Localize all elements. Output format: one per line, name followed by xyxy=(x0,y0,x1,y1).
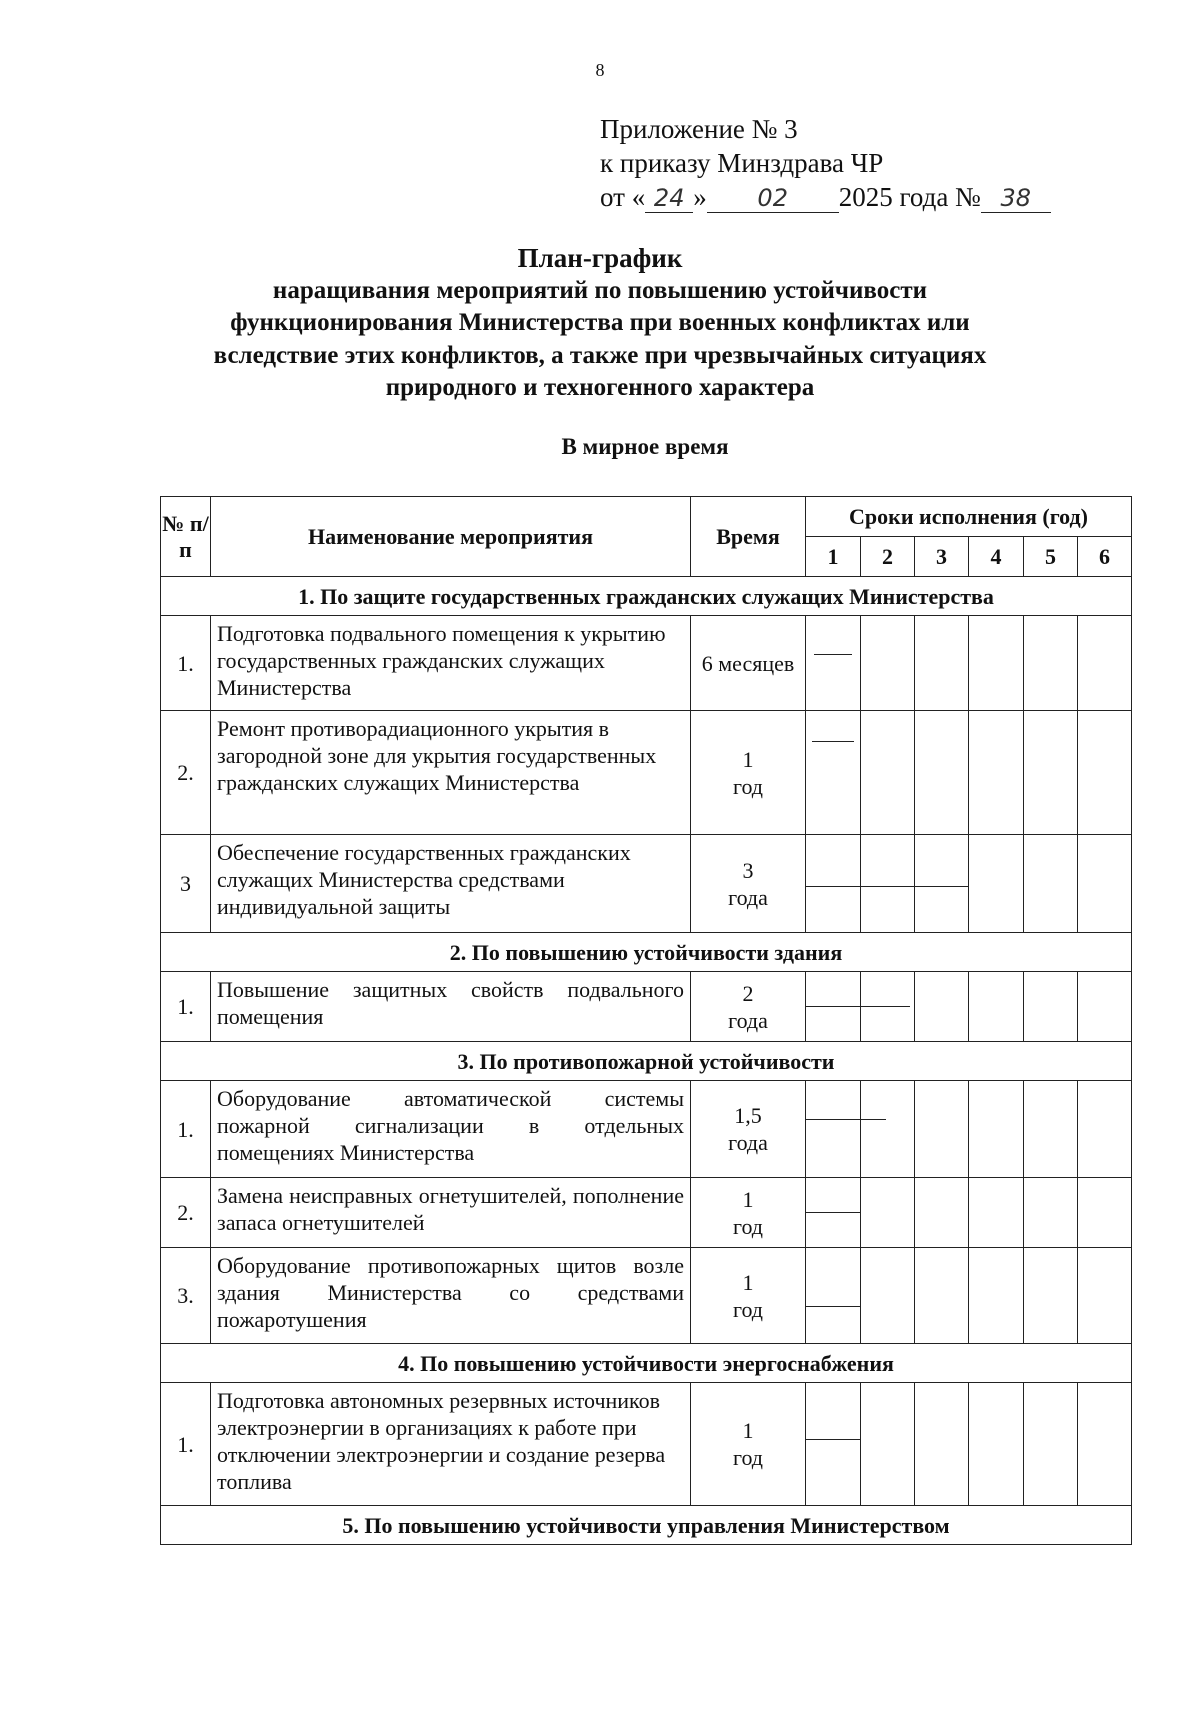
year-cell xyxy=(969,1383,1024,1506)
appendix-order: к приказу Минздрава ЧР xyxy=(600,148,884,178)
row-number: 2. xyxy=(161,711,211,835)
page-number: 8 xyxy=(595,60,605,80)
row-name: Замена неисправных огнетушителей, пополнение запаса огнетушителей xyxy=(211,1178,691,1248)
year-cell xyxy=(1024,1081,1078,1178)
row-time xyxy=(691,1248,806,1344)
year-cell xyxy=(969,616,1024,711)
year-text: 2025 года № xyxy=(838,182,981,212)
plan-table xyxy=(160,496,1132,1545)
header-time: Время xyxy=(691,497,806,577)
year-cell xyxy=(1024,1178,1078,1248)
row-time xyxy=(691,711,806,835)
section-row xyxy=(161,933,1132,972)
year-cell xyxy=(1024,1383,1078,1506)
time-unit: года xyxy=(728,1007,768,1033)
year-cell xyxy=(1078,835,1132,933)
table-row xyxy=(161,972,1132,1042)
time-unit: год xyxy=(732,1445,764,1470)
year-cell xyxy=(806,835,861,933)
document-title xyxy=(150,242,1050,405)
appendix-title: Приложение № 3 xyxy=(600,114,798,144)
title-line-4: природного и техногенного характера xyxy=(385,374,815,401)
header-row-1 xyxy=(161,497,1132,537)
row-time xyxy=(691,1081,806,1178)
table-row xyxy=(161,1248,1132,1344)
table-row xyxy=(161,835,1132,933)
table-row xyxy=(161,616,1132,711)
year-cell xyxy=(861,616,915,711)
row-name: Оборудование автоматической системы пожарной сигнализации в отдельных помещениях Министерства xyxy=(211,1081,691,1178)
handwritten-order-number: 38 xyxy=(981,184,1051,213)
year-cell xyxy=(806,1248,861,1344)
year-cell xyxy=(915,1248,969,1344)
year-cell xyxy=(915,1081,969,1178)
row-number: 3. xyxy=(161,1248,211,1344)
period-heading: В мирное время xyxy=(561,434,729,459)
section-row xyxy=(161,1344,1132,1383)
time-unit: год xyxy=(732,773,764,799)
row-name: Ремонт противорадиационного укрытия в загородной зоне для укрытия государственных гражданских служащих Министерства xyxy=(211,711,691,835)
time-value: 3 xyxy=(742,857,754,883)
header-year: 6 xyxy=(1078,537,1132,577)
year-cell xyxy=(861,1248,915,1344)
row-name: Оборудование противопожарных щитов возле здания Министерства со средствами пожаротушения xyxy=(211,1248,691,1344)
row-number: 1. xyxy=(161,616,211,711)
table-row xyxy=(161,1081,1132,1178)
year-cell xyxy=(1024,616,1078,711)
appendix-block xyxy=(600,112,1051,214)
year-cell xyxy=(1024,1248,1078,1344)
year-cell xyxy=(969,1248,1024,1344)
year-cell xyxy=(806,616,861,711)
year-cell xyxy=(1024,711,1078,835)
year-cell xyxy=(861,1383,915,1506)
row-time xyxy=(691,972,806,1042)
time-unit: года xyxy=(728,1130,768,1155)
table-row xyxy=(161,1383,1132,1506)
year-cell xyxy=(861,1081,915,1178)
handwritten-month: 02 xyxy=(707,184,839,213)
title-line-2: функционирования Министерства при военных конфликтах или xyxy=(230,309,970,336)
year-cell xyxy=(1078,711,1132,835)
year-cell xyxy=(969,1178,1024,1248)
time-value: 1 xyxy=(742,1269,754,1295)
row-number: 3 xyxy=(161,835,211,933)
title-line-1: наращивания мероприятий по повышению устойчивости xyxy=(272,276,928,304)
row-name: Повышение защитных свойств подвального помещения xyxy=(211,972,691,1042)
header-terms: Сроки исполнения (год) xyxy=(806,497,1132,537)
time-unit: года xyxy=(728,884,768,910)
time-unit: год xyxy=(732,1296,764,1322)
header-year: 1 xyxy=(806,537,861,577)
row-time xyxy=(691,835,806,933)
year-cell xyxy=(969,972,1024,1042)
row-number: 1. xyxy=(161,1383,211,1506)
row-number: 2. xyxy=(161,1178,211,1248)
row-number: 1. xyxy=(161,972,211,1042)
schedule-bar xyxy=(806,1212,860,1213)
header-year: 5 xyxy=(1024,537,1078,577)
header-num: № п/п xyxy=(161,497,211,577)
schedule-bar xyxy=(814,654,852,655)
header-name: Наименование мероприятия xyxy=(211,497,691,577)
time-value: 1 xyxy=(742,746,754,772)
header-year: 4 xyxy=(969,537,1024,577)
row-time xyxy=(691,1178,806,1248)
section-title: 2. По повышению устойчивости здания xyxy=(161,933,1132,972)
year-cell xyxy=(1078,1248,1132,1344)
row-name: Обеспечение государственных гражданских служащих Министерства средствами индивидуальной защиты xyxy=(211,835,691,933)
title-main: План-график xyxy=(517,243,683,273)
row-name: Подготовка автономных резервных источников электроэнергии в организациях к работе при отключении электроэнергии и создание резерва топлива xyxy=(211,1383,691,1506)
year-cell xyxy=(915,616,969,711)
date-prefix: от « xyxy=(600,182,646,212)
title-line-3: вследствие этих конфликтов, а также при чрезвычайных ситуациях xyxy=(213,341,987,369)
row-number: 1. xyxy=(161,1081,211,1178)
table-row xyxy=(161,1178,1132,1248)
year-cell xyxy=(1078,1383,1132,1506)
time-value: 1 xyxy=(742,1186,754,1212)
year-cell xyxy=(806,972,861,1042)
year-cell xyxy=(861,1178,915,1248)
section-title: 3. По противопожарной устойчивости xyxy=(161,1042,1132,1081)
time-value: 1,5 xyxy=(734,1103,762,1128)
year-cell xyxy=(915,711,969,835)
year-cell xyxy=(915,835,969,933)
row-time: 6 месяцев xyxy=(691,616,806,711)
header-year: 3 xyxy=(915,537,969,577)
schedule-bar xyxy=(806,1306,860,1307)
year-cell xyxy=(806,711,861,835)
table-row xyxy=(161,711,1132,835)
year-cell xyxy=(1078,1081,1132,1178)
section-row xyxy=(161,1506,1132,1545)
handwritten-day: 24 xyxy=(645,184,693,213)
year-cell xyxy=(1024,972,1078,1042)
section-title: 4. По повышению устойчивости энергоснабжения xyxy=(161,1344,1132,1383)
year-cell xyxy=(861,835,915,933)
section-row xyxy=(161,577,1132,616)
appendix-date-line xyxy=(600,180,1051,214)
year-cell xyxy=(806,1178,861,1248)
year-cell xyxy=(1078,616,1132,711)
year-cell xyxy=(1024,835,1078,933)
section-title: 1. По защите государственных гражданских служащих Министерства xyxy=(161,577,1132,616)
time-value: 2 xyxy=(742,980,754,1006)
year-cell xyxy=(861,711,915,835)
year-cell xyxy=(1078,972,1132,1042)
year-cell xyxy=(969,1081,1024,1178)
schedule-bar xyxy=(806,1439,860,1440)
year-cell xyxy=(915,1383,969,1506)
year-cell xyxy=(915,1178,969,1248)
time-value: 1 xyxy=(742,1418,754,1443)
date-mid: » xyxy=(693,182,707,212)
year-cell xyxy=(915,972,969,1042)
year-cell xyxy=(861,972,915,1042)
section-title: 5. По повышению устойчивости управления Министерством xyxy=(161,1506,1132,1545)
year-cell xyxy=(969,711,1024,835)
row-time xyxy=(691,1383,806,1506)
row-name: Подготовка подвального помещения к укрытию государственных гражданских служащих Министерства xyxy=(211,616,691,711)
year-cell xyxy=(1078,1178,1132,1248)
year-cell xyxy=(969,835,1024,933)
schedule-bar xyxy=(812,741,854,742)
year-cell xyxy=(806,1081,861,1178)
header-year: 2 xyxy=(861,537,915,577)
section-row xyxy=(161,1042,1132,1081)
year-cell xyxy=(806,1383,861,1506)
time-unit: год xyxy=(732,1213,764,1239)
